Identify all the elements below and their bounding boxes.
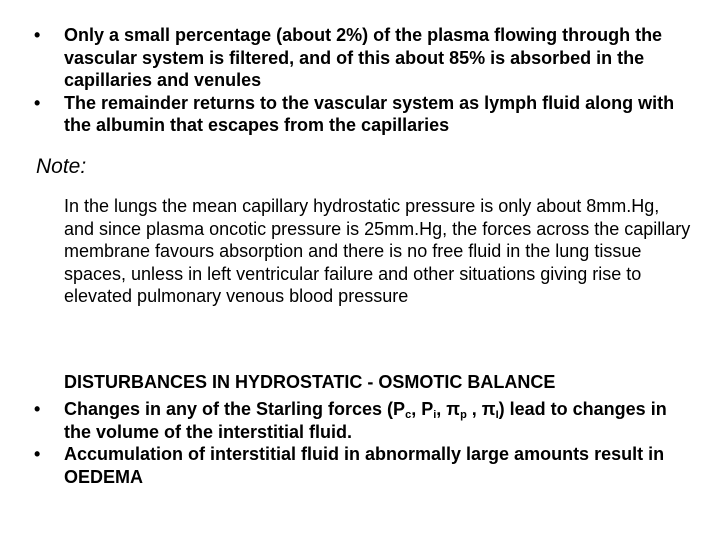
list-item — [34, 92, 694, 137]
bullet-icon: • — [34, 399, 41, 419]
disturbances-heading: DISTURBANCES IN HYDROSTATIC - OSMOTIC BALANCE — [64, 372, 556, 392]
list-item — [34, 398, 694, 443]
list-item — [34, 443, 694, 488]
bullet-icon: • — [34, 25, 41, 45]
note-title: Note: — [36, 155, 87, 178]
bullet-text: Accumulation of interstitial fluid in abnormally large amounts result in OEDEMA — [64, 444, 665, 487]
bullet-text: The remainder returns to the vascular system as lymph fluid along with the albumin that escapes from the capillaries — [64, 92, 675, 135]
starling-forces-text: Changes in any of the Starling forces ($P_c$, $P_i$, $\pi_p$ , $\pi_I$) lead to changes in the volume of the interstitial fluid. — [64, 399, 667, 442]
intro-bullet-list — [34, 24, 694, 137]
bullet-icon: • — [34, 92, 41, 113]
list-item — [34, 24, 694, 92]
disturbances-bullet-list — [34, 398, 694, 488]
bullet-icon: • — [34, 444, 41, 464]
note-body: In the lungs the mean capillary hydrostatic pressure is only about 8mm.Hg, and since plasma oncotic pressure is 25mm.Hg, the forces across the capillary membrane favours absorption and there is no free fluid in the lung tissue spaces, unless in left ventricular failure and other situations giving rise to elevated pulmonary venous blood pressure — [64, 196, 691, 306]
bullet-text: Only a small percentage (about 2%) of the plasma flowing through the vascular system is filtered, and of this about 85% is absorbed in the capillaries and venules — [64, 25, 663, 90]
